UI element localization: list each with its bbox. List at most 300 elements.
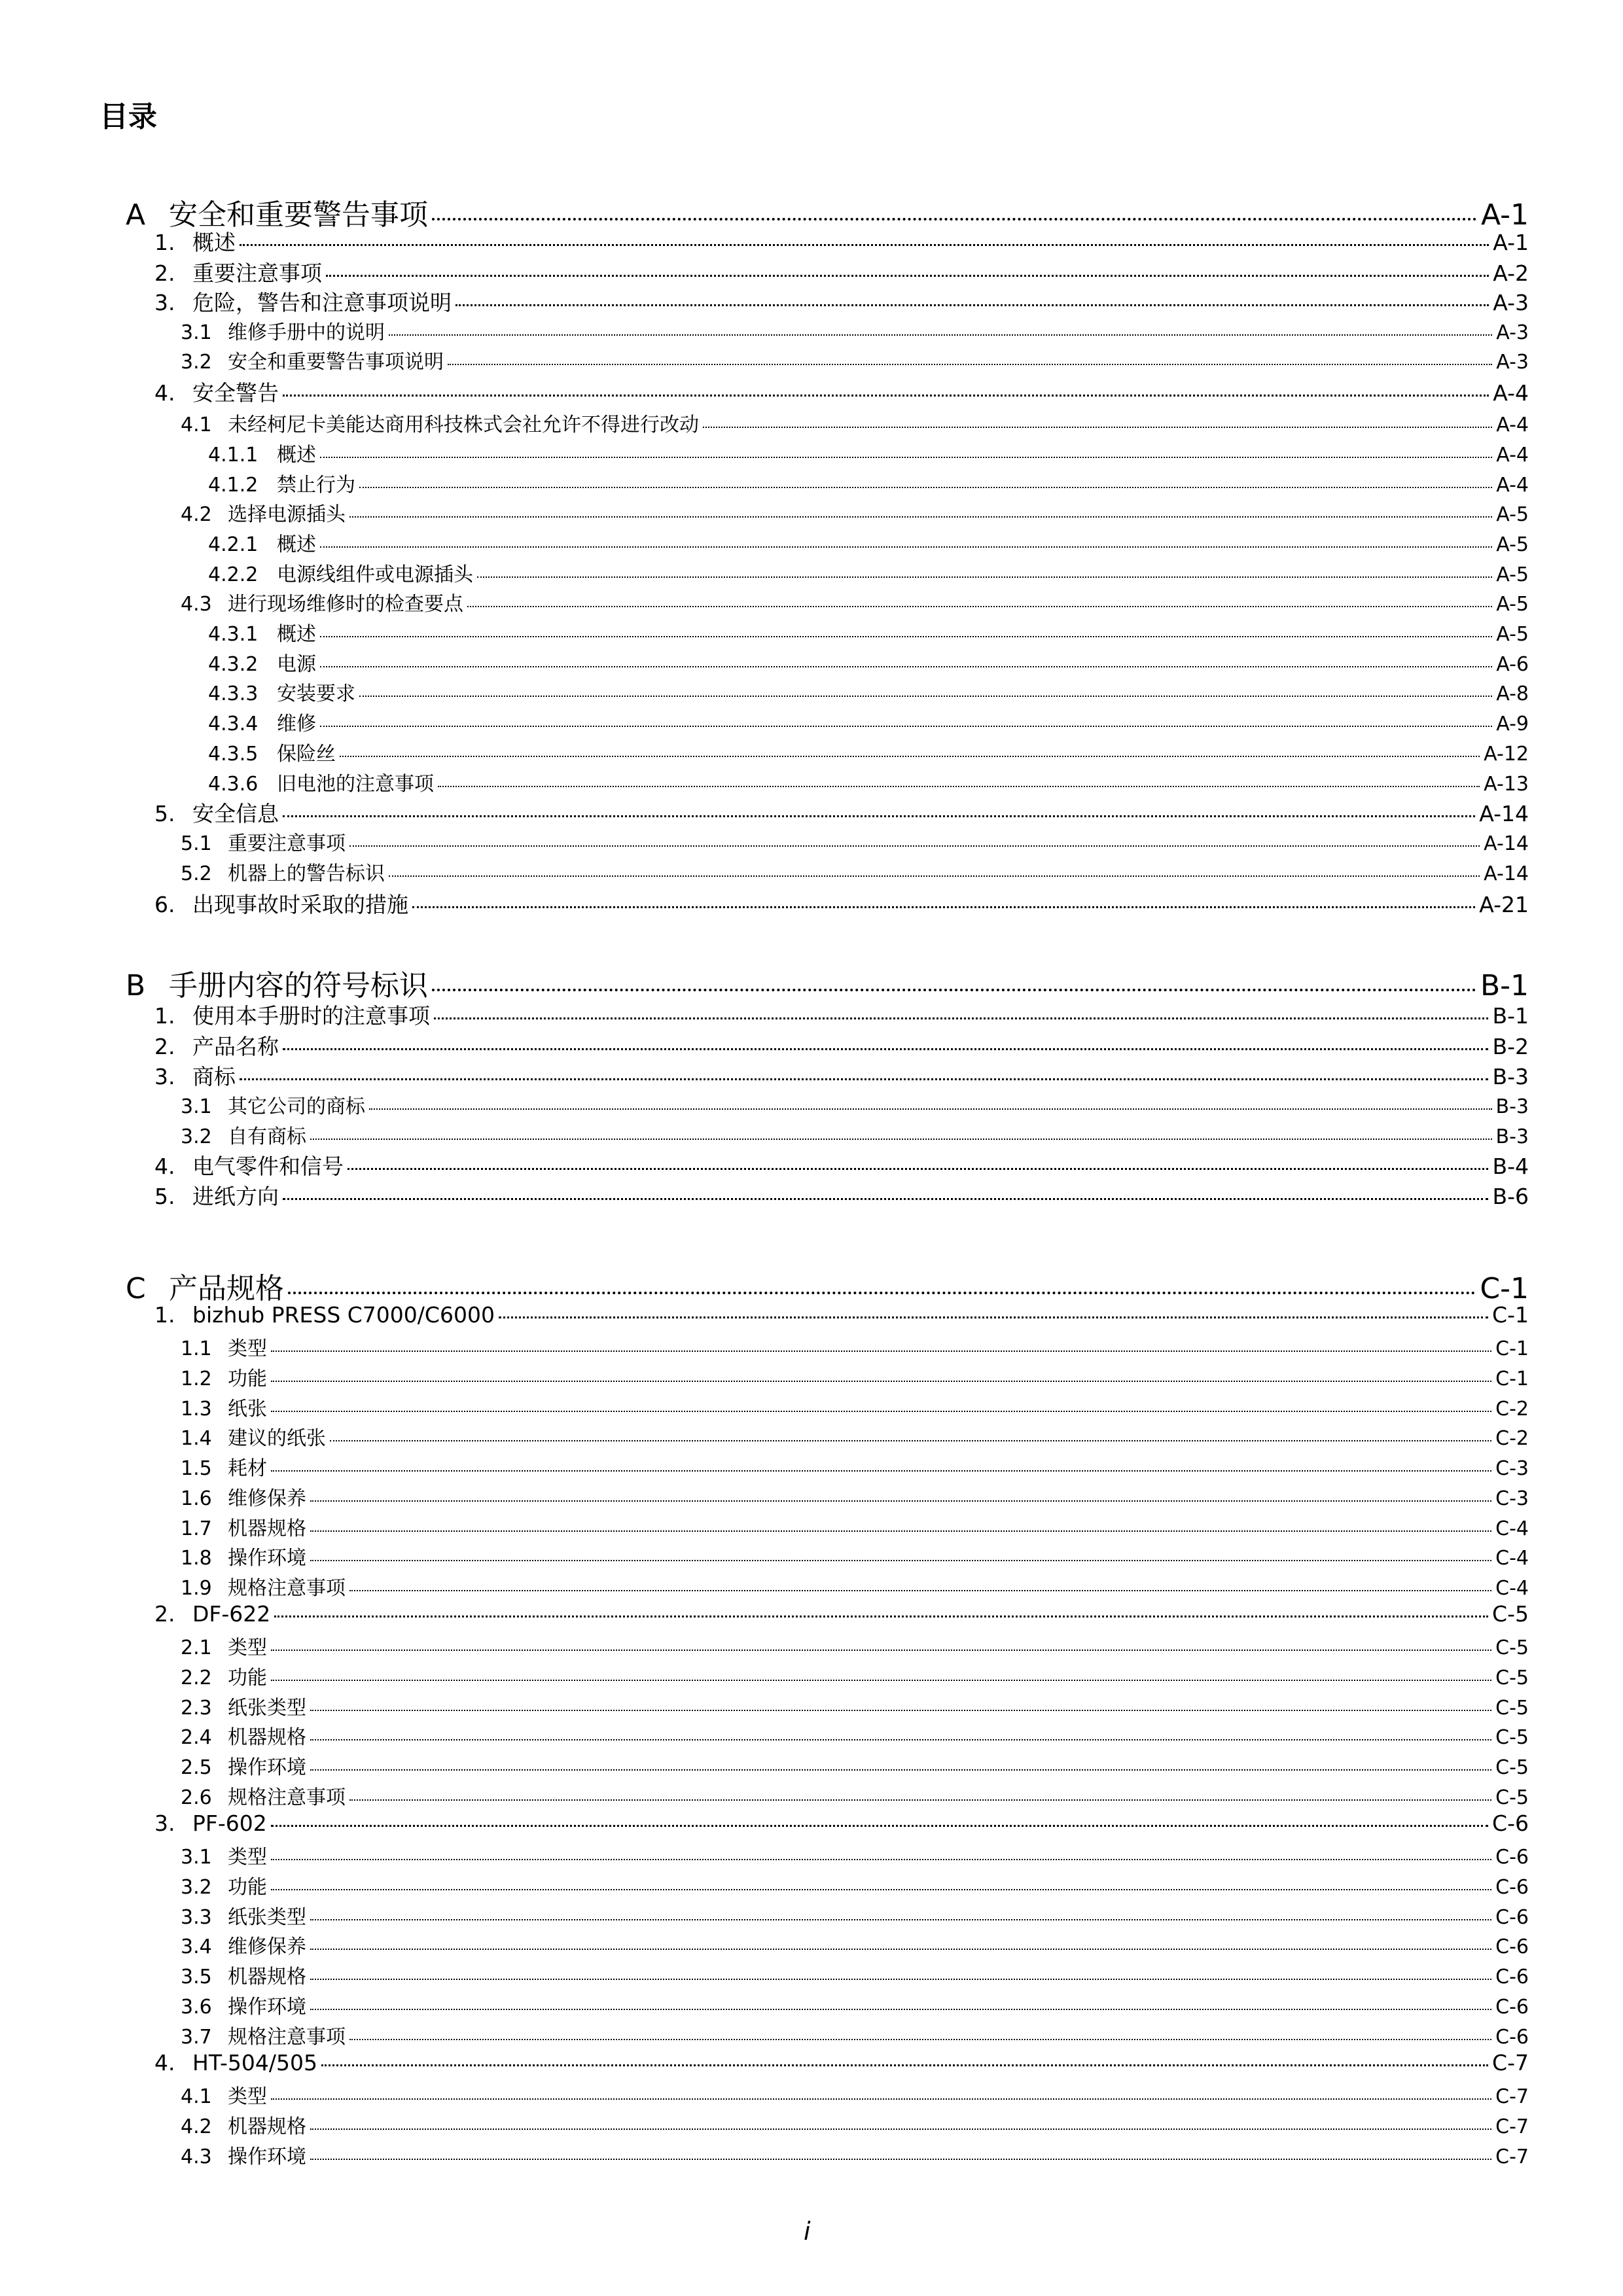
toc-entry-page: A-14 [1479, 801, 1529, 826]
toc-entry-page: A-5 [1496, 503, 1529, 526]
toc-entry-number: 2.6 [181, 1786, 212, 1809]
toc-entry-page: C-5 [1495, 1636, 1529, 1659]
toc-entry-page: B-3 [1492, 1064, 1529, 1089]
toc-entry-page: B-3 [1495, 1095, 1529, 1118]
toc-entry[interactable] [181, 588, 1529, 616]
toc-entry-page: B-1 [1492, 1003, 1529, 1029]
dot-leader [359, 696, 1492, 697]
toc-entry[interactable] [181, 1661, 1529, 1690]
toc-entry-number: 2. [154, 1601, 175, 1627]
toc-entry-title: 规格注意事项 [228, 1577, 346, 1600]
dot-leader [310, 1739, 1491, 1740]
toc-entry-title: 自有商标 [228, 1125, 306, 1148]
toc-entry-title: 类型 [228, 2085, 267, 2108]
dot-leader [349, 1590, 1491, 1591]
toc-entry-number: 3.2 [181, 351, 212, 374]
toc-entry-number: 3.1 [181, 1846, 212, 1869]
toc-entry[interactable] [208, 677, 1529, 706]
toc-entry-title: 概述 [277, 444, 316, 467]
toc-entry[interactable] [154, 1601, 1529, 1627]
toc-entry-number: 5. [154, 1184, 175, 1209]
toc-entry-page: C-5 [1495, 1786, 1529, 1809]
toc-entry-page: C-1 [1495, 1368, 1529, 1390]
toc-entry-title: 选择电源插头 [228, 503, 346, 526]
toc-entry-number: 4. [154, 1154, 175, 1179]
toc-entry-title: 功能 [228, 1876, 267, 1899]
toc-entry-number: 1. [154, 1302, 175, 1328]
dot-leader [499, 1316, 1488, 1318]
toc-entry[interactable] [154, 226, 1529, 256]
toc-entry-title: 机器上的警告标识 [228, 862, 385, 885]
dot-leader [274, 1616, 1488, 1617]
dot-leader [359, 487, 1492, 488]
toc-entry[interactable] [208, 558, 1529, 587]
toc-entry-page: A-9 [1496, 713, 1529, 735]
dot-leader [320, 457, 1492, 458]
toc-entry-number: 4.3.4 [208, 713, 259, 735]
dot-leader [455, 304, 1489, 306]
toc-entry[interactable] [181, 1362, 1529, 1391]
dot-leader [310, 2128, 1491, 2130]
toc-entry-title: 类型 [228, 1337, 267, 1360]
toc-entry[interactable] [154, 1150, 1529, 1180]
dot-leader [448, 364, 1492, 365]
toc-entry-title: 重要注意事项 [228, 832, 346, 855]
toc-entry-number: 2.4 [181, 1726, 212, 1749]
toc-entry-number: 4.3 [181, 593, 212, 616]
toc-entry-number: 5.2 [181, 862, 212, 885]
toc-entry-title: 机器规格 [228, 2115, 306, 2138]
dot-leader [320, 546, 1492, 548]
toc-entry-number: 1.2 [181, 1368, 212, 1390]
toc-entry[interactable] [181, 1090, 1529, 1119]
toc-entry-title: 类型 [228, 1636, 267, 1659]
toc-entry-page: A-14 [1484, 832, 1529, 855]
toc-entry-number: 3.6 [181, 1996, 212, 2019]
toc-entry[interactable] [181, 1841, 1529, 1869]
toc-entry-page: C-5 [1492, 1601, 1529, 1627]
toc-entry-number: 4.1.1 [208, 444, 259, 467]
toc-entry[interactable] [154, 1302, 1529, 1328]
toc-entry-number: 2.3 [181, 1697, 212, 1720]
toc-entry-page: C-6 [1495, 1966, 1529, 1988]
toc-entry-number: 3. [154, 1810, 175, 1836]
toc-entry[interactable] [181, 316, 1529, 345]
dot-leader [271, 1411, 1491, 1412]
toc-entry-number: 1. [154, 1003, 175, 1029]
toc-entry[interactable] [181, 345, 1529, 374]
dot-leader [271, 1351, 1491, 1352]
toc-entry-page: A-5 [1496, 533, 1529, 556]
toc-entry[interactable] [181, 1990, 1529, 2019]
toc-entry-page: C-1 [1492, 1302, 1529, 1328]
dot-leader [389, 875, 1480, 877]
toc-entry-number: 3. [154, 290, 175, 315]
toc-entry-title: PF-602 [192, 1810, 267, 1836]
toc-entry-number: 3.4 [181, 1935, 212, 1958]
toc-entry-title: 重要注意事项 [192, 260, 322, 286]
toc-entry-number: 3.2 [181, 1876, 212, 1899]
toc-entry-page: A-3 [1496, 321, 1529, 344]
toc-entry[interactable] [181, 1871, 1529, 1899]
toc-entry-title: bizhub PRESS C7000/C6000 [192, 1302, 495, 1328]
dot-leader [320, 636, 1492, 637]
toc-entry-title: 类型 [228, 1846, 267, 1869]
toc-entry[interactable] [154, 1180, 1529, 1210]
toc-entry-page: C-3 [1495, 1457, 1529, 1480]
toc-entry-number: 4.3.2 [208, 653, 259, 676]
toc-entry-page: A-4 [1496, 474, 1529, 497]
toc-entry-page: C-1 [1480, 1272, 1529, 1305]
toc-entry-number: 1.9 [181, 1577, 212, 1600]
toc-entry-title: 概述 [192, 230, 236, 255]
dot-leader [467, 606, 1492, 607]
dot-leader [271, 1859, 1491, 1860]
toc-entry-number: 3.7 [181, 2026, 212, 2049]
toc-entry-title: 操作环境 [228, 1996, 306, 2019]
toc-entry-page: C-6 [1495, 1996, 1529, 2019]
toc-entry-number: 6. [154, 892, 175, 917]
toc-entry-title: 规格注意事项 [228, 2026, 346, 2049]
toc-entry-title: 概述 [277, 533, 316, 556]
toc-entry-page: C-3 [1495, 1487, 1529, 1510]
toc-entry-page: C-6 [1492, 1810, 1529, 1836]
toc-entry[interactable] [181, 1631, 1529, 1660]
toc-entry-page: A-12 [1484, 743, 1529, 766]
toc-entry-title: 耗材 [228, 1457, 267, 1480]
toc-entry-page: C-4 [1495, 1547, 1529, 1570]
toc-entry-title: 维修保养 [228, 1935, 306, 1958]
toc-entry[interactable] [181, 408, 1529, 437]
toc-entry[interactable] [181, 857, 1529, 886]
toc-entry-title: 机器规格 [228, 1966, 306, 1988]
toc-entry-page: C-6 [1495, 1935, 1529, 1958]
dot-leader [310, 1710, 1491, 1711]
toc-entry-title: DF-622 [192, 1601, 271, 1627]
toc-entry-page: B-1 [1480, 969, 1529, 1002]
toc-entry-page: C-6 [1495, 2026, 1529, 2049]
toc-entry-page: B-2 [1492, 1034, 1529, 1059]
dot-leader [271, 1650, 1491, 1651]
toc-entry[interactable] [181, 2140, 1529, 2169]
toc-entry-title: 未经柯尼卡美能达商用科技株式会社允许不得进行改动 [228, 414, 699, 436]
dot-leader [283, 1198, 1488, 1200]
toc-entry[interactable] [181, 1392, 1529, 1421]
toc-entry-page: C-4 [1495, 1577, 1529, 1600]
toc-entry[interactable] [208, 438, 1529, 467]
toc-entry-title: 安全和重要警告事项说明 [228, 351, 444, 374]
toc-entry-page: A-3 [1496, 351, 1529, 374]
dot-leader [369, 1108, 1492, 1110]
dot-leader [703, 427, 1492, 428]
toc-entry[interactable] [154, 1060, 1529, 1091]
toc-entry-title: 电源线组件或电源插头 [277, 563, 473, 586]
dot-leader [349, 845, 1480, 847]
toc-entry-number: 4.2 [181, 503, 212, 526]
toc-entry-title: 手册内容的符号标识 [169, 969, 428, 1002]
toc-entry-number: 2. [154, 1034, 175, 1059]
toc-entry[interactable] [208, 468, 1529, 497]
toc-entry-page: B-4 [1492, 1154, 1529, 1179]
toc-entry-number: 1.1 [181, 1337, 212, 1360]
toc-entry-number: 1.8 [181, 1547, 212, 1570]
dot-leader [340, 756, 1480, 757]
toc-entry-title: 功能 [228, 1368, 267, 1390]
dot-leader [432, 218, 1477, 221]
toc-entry-title: 建议的纸张 [228, 1427, 326, 1450]
toc-entry-page: C-5 [1495, 1756, 1529, 1779]
toc-entry-title: 禁止行为 [277, 474, 355, 497]
toc-entry-number: 2. [154, 260, 175, 286]
toc-entry[interactable] [181, 1781, 1529, 1810]
toc-entry-number: 3. [154, 1064, 175, 1089]
toc-entry-number: 1.4 [181, 1427, 212, 1450]
toc-entry[interactable] [208, 648, 1529, 677]
toc-entry-page: A-13 [1484, 773, 1529, 796]
toc-entry-page: C-7 [1495, 2146, 1529, 2168]
toc-entry[interactable] [181, 1542, 1529, 1570]
toc-entry-number: 4.1.2 [208, 474, 259, 497]
toc-entry[interactable] [208, 737, 1529, 766]
toc-entry-title: 规格注意事项 [228, 1786, 346, 1809]
toc-entry-title: 电气零件和信号 [192, 1154, 344, 1179]
dot-leader [310, 2159, 1491, 2160]
toc-entry-page: C-7 [1495, 2115, 1529, 2138]
toc-entry[interactable] [154, 1810, 1529, 1836]
toc-entry-number: 2.2 [181, 1667, 212, 1689]
toc-entry-number: 1.5 [181, 1457, 212, 1480]
toc-entry-number: 1.3 [181, 1398, 212, 1421]
toc-entry-title: 其它公司的商标 [228, 1095, 365, 1118]
toc-entry-page: C-5 [1495, 1667, 1529, 1689]
toc-entry[interactable] [154, 256, 1529, 287]
toc-entry-title: 安全信息 [192, 801, 279, 826]
toc-entry-title: 产品名称 [192, 1034, 279, 1059]
toc-entry[interactable] [208, 768, 1529, 796]
toc-entry-number: 4. [154, 380, 175, 406]
toc-entry-title: 安装要求 [277, 682, 355, 705]
dot-leader [389, 334, 1492, 336]
toc-entry[interactable] [208, 618, 1529, 646]
toc-entry-title: 纸张 [228, 1398, 267, 1421]
toc-entry[interactable] [181, 1751, 1529, 1780]
dot-leader [349, 1799, 1491, 1801]
toc-entry-page: C-4 [1495, 1517, 1529, 1540]
toc-entry-title: 操作环境 [228, 1547, 306, 1570]
toc-entry-page: A-8 [1496, 682, 1529, 705]
toc-entry-number: 2.1 [181, 1636, 212, 1659]
toc-entry-page: A-5 [1496, 593, 1529, 616]
toc-entry[interactable] [154, 999, 1529, 1030]
toc-entry-number: 3.3 [181, 1906, 212, 1929]
toc-entry-number: 4.1 [181, 414, 212, 436]
dot-leader [310, 2009, 1491, 2010]
toc-entry[interactable] [181, 1332, 1529, 1361]
toc-entry-number: 1.6 [181, 1487, 212, 1510]
toc-entry-title: 进行现场维修时的检查要点 [228, 593, 463, 616]
toc-entry-page: A-2 [1493, 260, 1529, 286]
toc-entry-title: 保险丝 [277, 743, 336, 766]
toc-entry-page: B-6 [1492, 1184, 1529, 1209]
toc-entry[interactable] [181, 1691, 1529, 1720]
toc-entry-title: 功能 [228, 1667, 267, 1689]
toc-entry-number: 4.3.6 [208, 773, 259, 796]
dot-leader [310, 1919, 1491, 1920]
toc-entry-number: B [126, 969, 146, 1002]
dot-leader [326, 275, 1489, 277]
toc-entry-title: 维修保养 [228, 1487, 306, 1510]
toc-entry-page: C-6 [1495, 1846, 1529, 1869]
toc-entry-title: 机器规格 [228, 1726, 306, 1749]
dot-leader [310, 1530, 1491, 1532]
toc-entry[interactable] [181, 2110, 1529, 2139]
toc-entry[interactable] [181, 1452, 1529, 1481]
toc-entry-page: C-5 [1495, 1697, 1529, 1720]
toc-entry-title: 进纸方向 [192, 1184, 279, 1209]
dot-leader [271, 2098, 1491, 2100]
toc-entry[interactable] [181, 1721, 1529, 1750]
toc-entry-title: 使用本手册时的注意事项 [192, 1003, 430, 1029]
toc-entry-page: C-7 [1492, 2050, 1529, 2075]
toc-entry[interactable] [154, 376, 1529, 407]
toc-entry[interactable] [181, 827, 1529, 856]
toc-entry-number: 4.2.1 [208, 533, 259, 556]
toc-entry-title: HT-504/505 [192, 2050, 317, 2075]
dot-leader [271, 1825, 1488, 1827]
toc-entry[interactable] [154, 286, 1529, 317]
toc-entry-number: 1.7 [181, 1517, 212, 1540]
toc-entry[interactable] [181, 1512, 1529, 1541]
toc-entry-title: 危险，警告和注意事项说明 [192, 290, 452, 315]
dot-leader [310, 1979, 1491, 1980]
dot-leader [310, 1139, 1492, 1140]
toc-entry[interactable] [154, 2050, 1529, 2075]
dot-leader [240, 1078, 1488, 1080]
toc-entry-page: A-4 [1493, 380, 1529, 406]
dot-leader [310, 1949, 1491, 1950]
toc-entry-title: 概述 [277, 623, 316, 646]
toc-entry-page: C-6 [1495, 1876, 1529, 1899]
dot-leader [310, 1769, 1491, 1771]
toc-entry-title: 操作环境 [228, 1756, 306, 1779]
toc-entry-title: 安全警告 [192, 380, 279, 406]
toc-entry-number: 4.3.1 [208, 623, 259, 646]
toc-entry-number: 4.2 [181, 2115, 212, 2138]
toc-entry-page: A-1 [1480, 198, 1529, 232]
toc-entry-title: 电源 [277, 653, 316, 676]
toc-entry-number: 4.3.5 [208, 743, 259, 766]
toc-entry-title: 出现事故时采取的措施 [192, 892, 408, 917]
toc-entry-page: A-4 [1496, 414, 1529, 436]
toc-entry-page: A-5 [1496, 623, 1529, 646]
toc-entry-title: 商标 [192, 1064, 236, 1089]
toc-entry-title: 维修手册中的说明 [228, 321, 385, 344]
toc-entry-page: A-5 [1496, 563, 1529, 586]
dot-leader [271, 1889, 1491, 1890]
toc-entry-number: 2.5 [181, 1756, 212, 1779]
toc-entry[interactable] [208, 707, 1529, 736]
page-number-footer: i [804, 2217, 811, 2246]
toc-entry-number: 3.1 [181, 321, 212, 344]
toc-entry-number: 4.3 [181, 2146, 212, 2168]
dot-leader [330, 1440, 1491, 1441]
toc-entry[interactable] [181, 1120, 1529, 1149]
dot-leader [434, 1017, 1488, 1019]
toc-entry[interactable] [181, 1960, 1529, 1989]
dot-leader [310, 1560, 1491, 1561]
toc-entry[interactable] [154, 888, 1529, 919]
toc-entry-number: C [126, 1272, 146, 1305]
dot-leader [412, 906, 1475, 908]
dot-leader [477, 576, 1492, 578]
toc-entry-page: A-6 [1496, 653, 1529, 676]
dot-leader [349, 516, 1492, 518]
toc-entry-page: A-14 [1484, 862, 1529, 885]
toc-entry-page: A-1 [1493, 230, 1529, 255]
toc-entry-title: 安全和重要警告事项 [169, 198, 428, 232]
toc-entry-title: 产品规格 [169, 1272, 284, 1305]
toc-entry-title: 维修 [277, 713, 316, 735]
toc-entry[interactable] [181, 1901, 1529, 1930]
dot-leader [349, 2039, 1491, 2040]
dot-leader [288, 1292, 1476, 1294]
toc-entry-page: C-7 [1495, 2085, 1529, 2108]
dot-leader [271, 1680, 1491, 1681]
toc-entry[interactable] [154, 1030, 1529, 1061]
toc-entry-number: A [126, 198, 146, 232]
dot-leader [271, 1381, 1491, 1382]
dot-leader [321, 2064, 1488, 2066]
toc-entry[interactable] [208, 528, 1529, 557]
toc-entry[interactable] [181, 498, 1529, 527]
toc-entry-number: 4. [154, 2050, 175, 2075]
toc-entry-number: 5.1 [181, 832, 212, 855]
page-title: 目录 [99, 100, 157, 133]
toc-entry[interactable] [126, 1265, 1529, 1307]
dot-leader [240, 244, 1489, 246]
toc-entry[interactable] [181, 1572, 1529, 1600]
dot-leader [320, 666, 1492, 667]
dot-leader [348, 1168, 1488, 1170]
toc-entry-number: 1. [154, 230, 175, 255]
toc-entry-page: C-6 [1495, 1906, 1529, 1929]
toc-entry[interactable] [126, 962, 1529, 1004]
toc-entry-page: C-5 [1495, 1726, 1529, 1749]
dot-leader [283, 1048, 1488, 1050]
toc-entry-page: A-4 [1496, 444, 1529, 467]
toc-entry-page: C-2 [1495, 1427, 1529, 1450]
toc-entry-title: 操作环境 [228, 2146, 306, 2168]
toc-entry[interactable] [181, 2080, 1529, 2109]
toc-entry-number: 3.5 [181, 1966, 212, 1988]
toc-entry-page: C-2 [1495, 1398, 1529, 1421]
toc-entry-title: 纸张类型 [228, 1697, 306, 1720]
dot-leader [320, 726, 1492, 727]
toc-entry[interactable] [154, 797, 1529, 828]
toc-entry-page: B-3 [1495, 1125, 1529, 1148]
toc-entry-number: 3.1 [181, 1095, 212, 1118]
toc-entry-page: A-3 [1493, 290, 1529, 315]
toc-entry-title: 机器规格 [228, 1517, 306, 1540]
toc-entry-page: A-21 [1479, 892, 1529, 917]
dot-leader [438, 786, 1480, 787]
toc-entry[interactable] [181, 1930, 1529, 1959]
toc-entry[interactable] [181, 2021, 1529, 2049]
toc-entry-page: C-1 [1495, 1337, 1529, 1360]
toc-entry[interactable] [181, 1422, 1529, 1451]
toc-entry[interactable] [181, 1482, 1529, 1511]
dot-leader [271, 1470, 1491, 1472]
